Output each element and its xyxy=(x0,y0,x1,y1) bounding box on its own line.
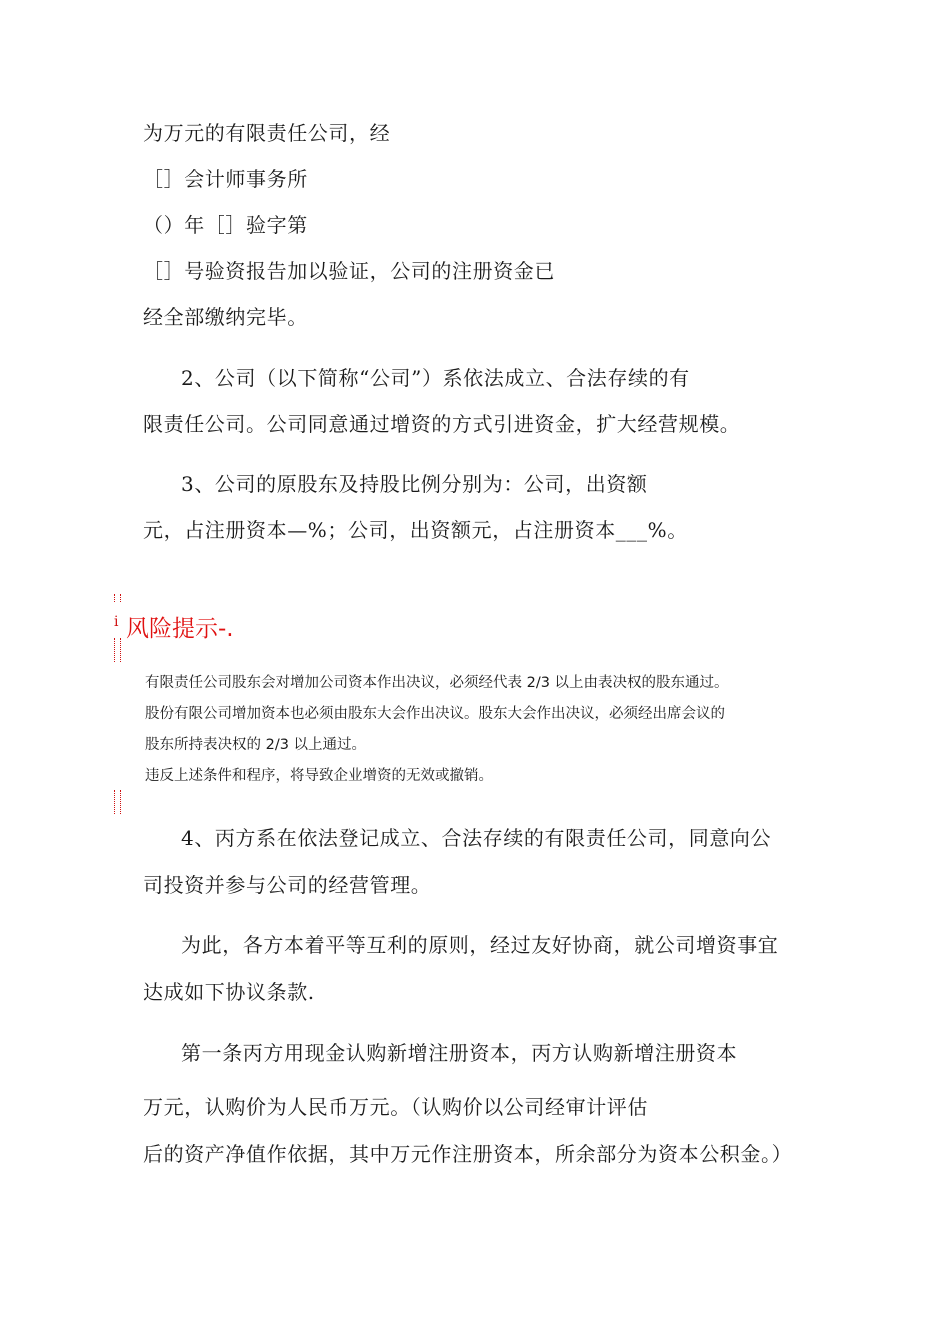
paragraph-5-line-2: 达成如下协议条款. xyxy=(143,980,315,1004)
text-line: ［］会计师事务所 xyxy=(143,167,308,191)
risk-icon: i xyxy=(114,614,119,630)
risk-text-line: 股份有限公司增加资本也必须由股东大会作出决议。股东大会作出决议，必须经出席会议的 xyxy=(145,706,725,722)
risk-box-marker-left xyxy=(114,638,121,662)
risk-box-marker-top xyxy=(114,594,121,602)
paragraph-4-line-1: 4、丙方系在依法登记成立、合法存续的有限责任公司，同意向公 xyxy=(181,826,772,850)
paragraph-4-line-2: 司投资并参与公司的经营管理。 xyxy=(143,873,432,897)
article-1-line-3: 后的资产净值作依据，其中万元作注册资本，所余部分为资本公积金。） xyxy=(143,1142,793,1166)
text-line: 经全部缴纳完毕。 xyxy=(143,305,308,329)
risk-text-line: 违反上述条件和程序，将导致企业增资的无效或撤销。 xyxy=(145,768,493,784)
risk-text-line: 有限责任公司股东会对增加公司资本作出决议，必须经代表 2/3 以上由表决权的股东通过。 xyxy=(145,675,729,691)
article-1-line-1: 第一条丙方用现金认购新增注册资本，丙方认购新增注册资本 xyxy=(181,1041,738,1065)
article-1-line-2: 万元，认购价为人民币万元。（认购价以公司经审计评估 xyxy=(143,1095,648,1119)
paragraph-3-line-2: 元，占注册资本—%；公司，出资额元，占注册资本___%。 xyxy=(143,518,688,542)
paragraph-2-line-2: 限责任公司。公司同意通过增资的方式引进资金，扩大经营规模。 xyxy=(143,412,741,436)
text-line: （）年［］验字第 xyxy=(143,213,308,237)
text-line: ［］号验资报告加以验证，公司的注册资金已 xyxy=(143,259,555,283)
risk-title: 风险提示-. xyxy=(126,616,234,642)
risk-box-marker-bottom xyxy=(114,790,121,814)
risk-text-line: 股东所持表决权的 2/3 以上通过。 xyxy=(145,737,367,753)
text-line: 为万元的有限责任公司，经 xyxy=(143,121,391,145)
paragraph-2-line-1: 2、公司（以下简称“公司”）系依法成立、合法存续的有 xyxy=(181,366,690,390)
paragraph-3-line-1: 3、公司的原股东及持股比例分别为：公司，出资额 xyxy=(181,472,648,496)
paragraph-5-line-1: 为此，各方本着平等互利的原则，经过友好协商，就公司增资事宜 xyxy=(181,933,779,957)
